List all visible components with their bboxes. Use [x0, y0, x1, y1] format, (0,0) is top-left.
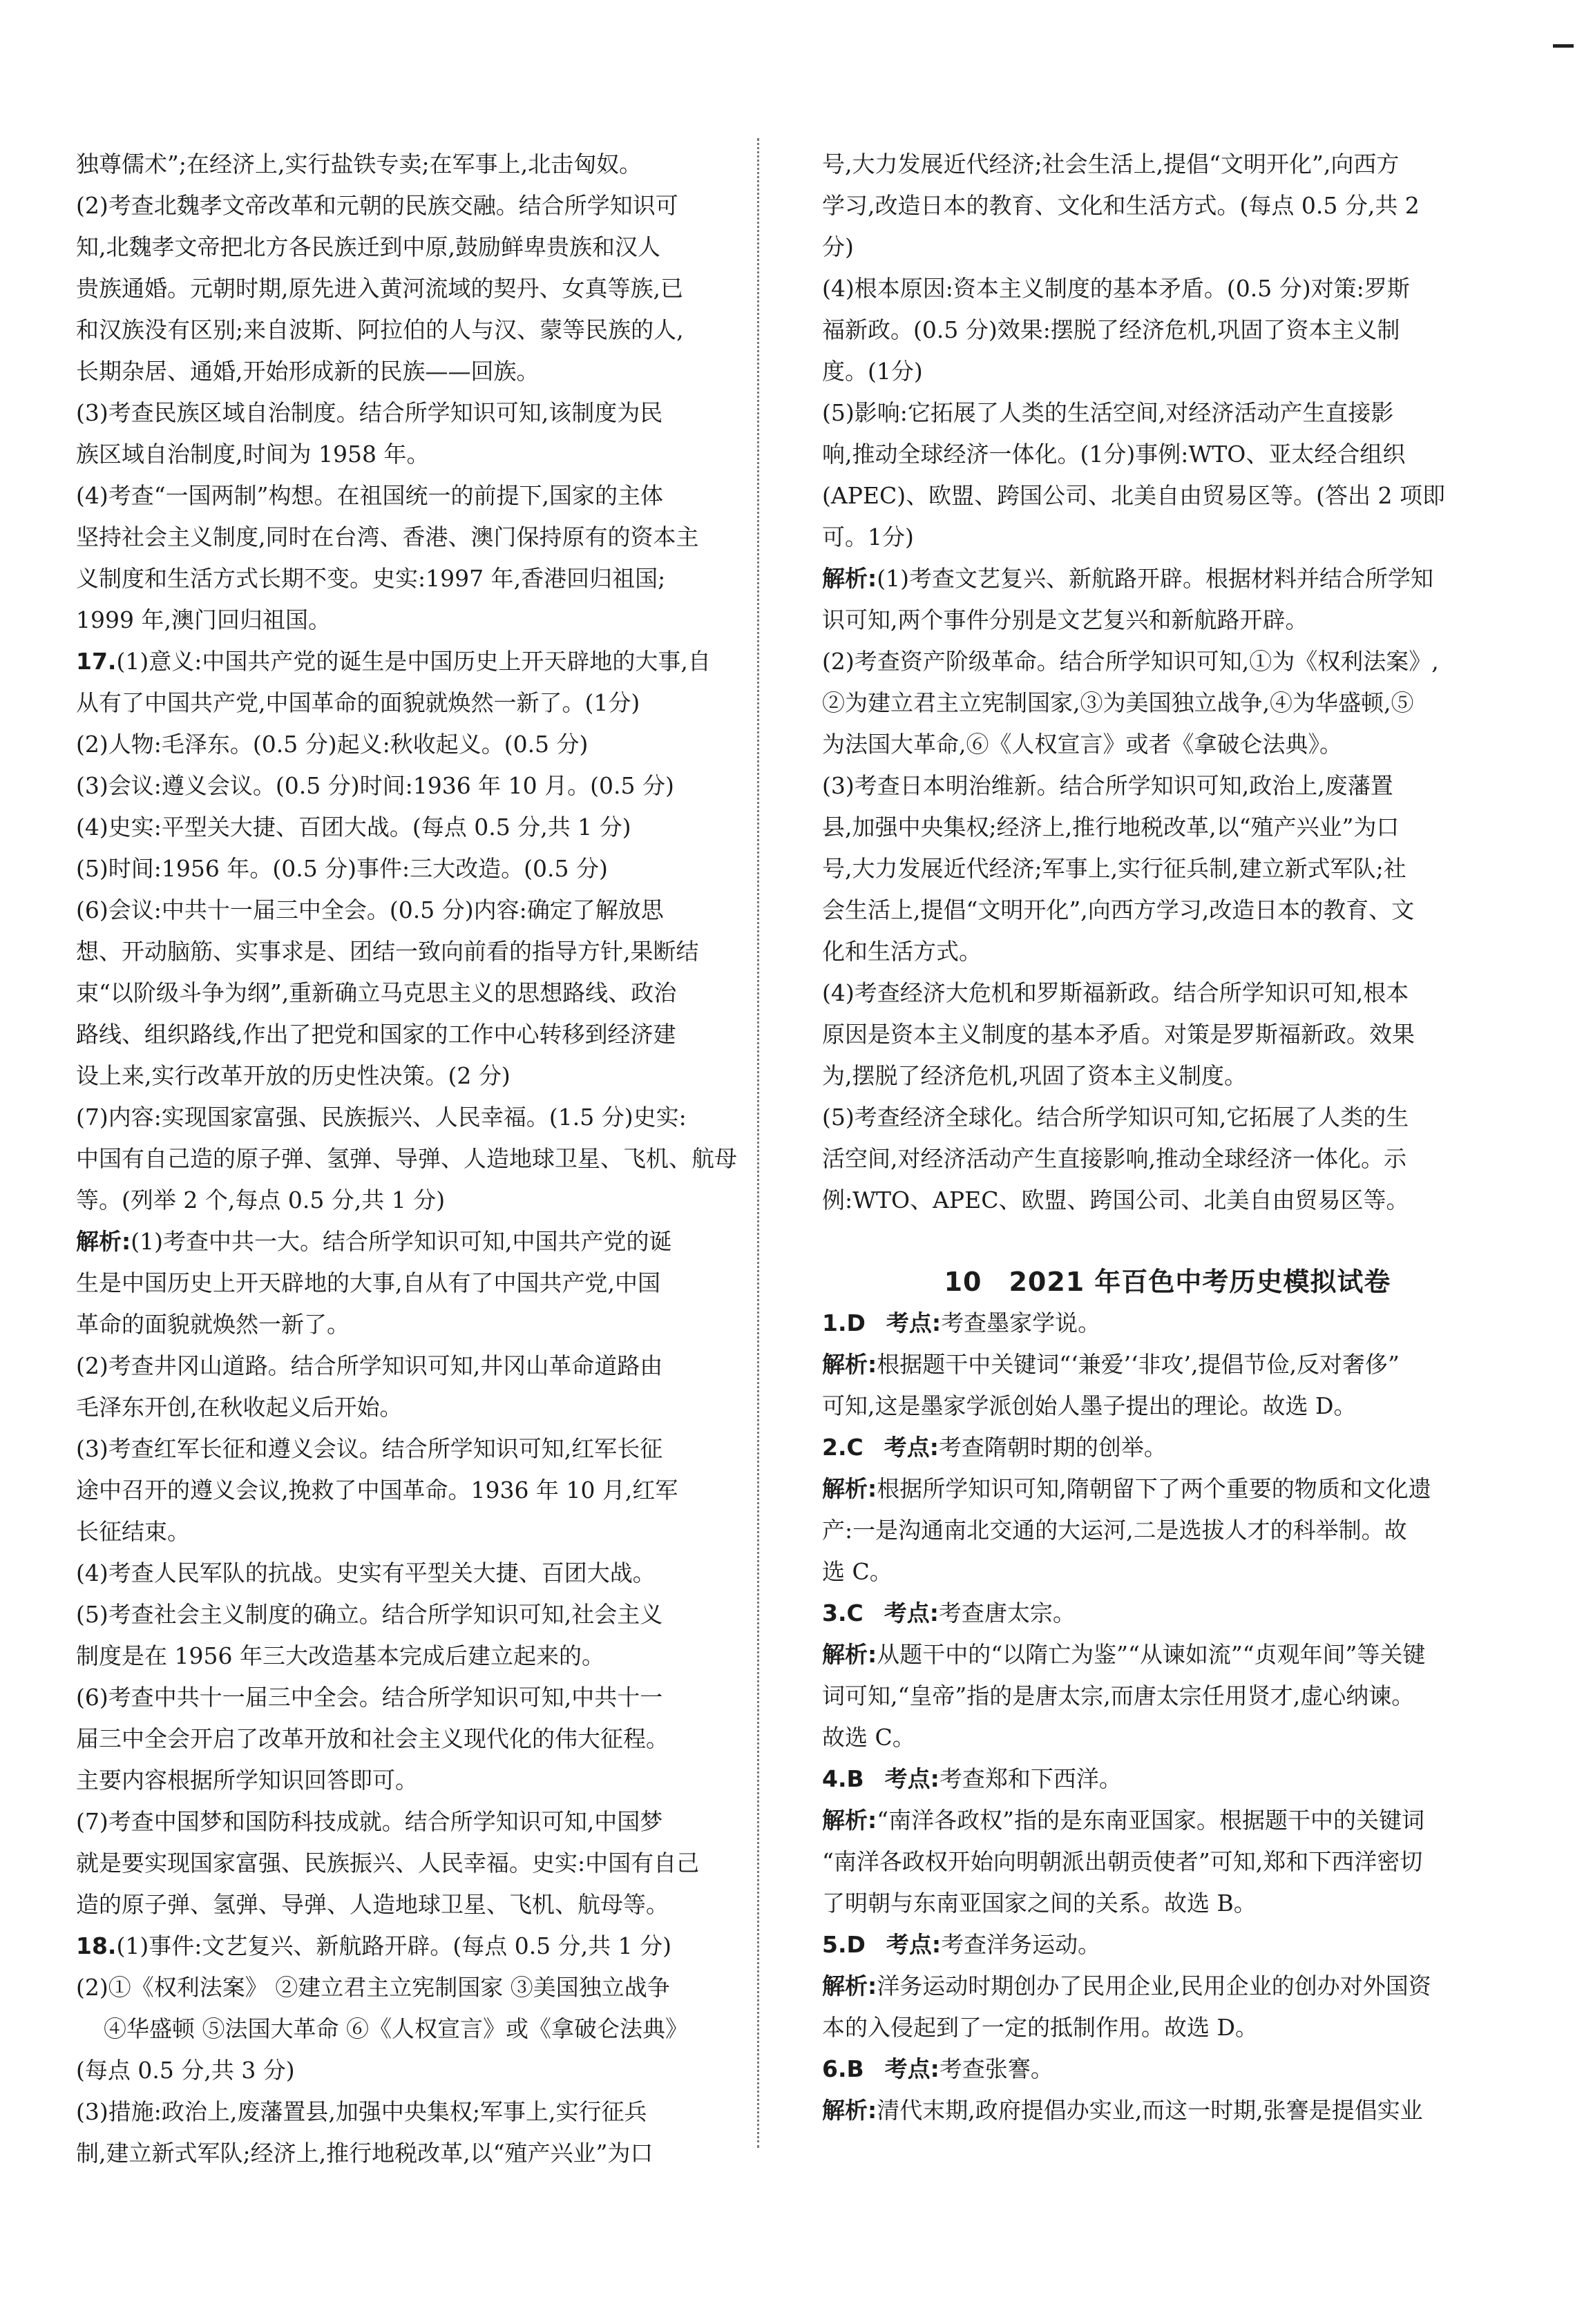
- line-text: 长征结束。: [76, 1518, 190, 1545]
- line-text: (每点 0.5 分,共 3 分): [76, 2057, 295, 2084]
- line-text: 化和生活方式。: [822, 938, 982, 965]
- text-line: [76, 144, 767, 185]
- text-line: [76, 2008, 767, 2050]
- line-text: “南洋各政权”指的是东南亚国家。根据题干中的关键词: [877, 1807, 1424, 1834]
- text-line: [822, 848, 1513, 890]
- line-text: 为,摆脱了经济危机,巩固了资本主义制度。: [822, 1062, 1247, 1089]
- line-text: 为法国大革命,⑥《人权宣言》或者《拿破仑法典》。: [822, 731, 1342, 758]
- line-text: 路线、组织路线,作出了把党和国家的工作中心转移到经济建: [76, 1021, 676, 1048]
- text-line: [76, 1553, 767, 1594]
- keyword-label: 解析:: [822, 1475, 877, 1502]
- line-text: 就是要实现国家富强、民族振兴、人民幸福。史实:中国有自己: [76, 1850, 700, 1876]
- text-line: [822, 558, 1513, 599]
- line-text: (7)考查中国梦和国防科技成就。结合所学知识可知,中国梦: [76, 1808, 663, 1835]
- keyword-label: 考点:: [886, 1931, 942, 1958]
- line-text: 了明朝与东南亚国家之间的关系。故选 B。: [822, 1890, 1257, 1917]
- line-text: 原因是资本主义制度的基本矛盾。对策是罗斯福新政。效果: [822, 1021, 1415, 1048]
- keyword-label: 考点:: [884, 1434, 939, 1461]
- line-text: 号,大力发展近代经济;社会生活上,提倡“文明开化”,向西方: [822, 151, 1400, 177]
- text-line: [822, 434, 1513, 475]
- line-text: (2)人物:毛泽东。(0.5 分)起义:秋收起义。(0.5 分): [76, 731, 589, 758]
- text-line: [76, 558, 767, 599]
- line-text: (4)考查人民军队的抗战。史实有平型关大捷、百团大战。: [76, 1559, 656, 1586]
- text-line: [822, 227, 1513, 268]
- text-line: [76, 1926, 767, 1967]
- line-text: 清代末期,政府提倡办实业,而这一时期,张謇是提倡实业: [877, 2097, 1423, 2124]
- text-line: [76, 1594, 767, 1635]
- text-line: [822, 1551, 1513, 1593]
- line-text: (2)考查井冈山道路。结合所学知识可知,井冈山革命道路由: [76, 1352, 663, 1379]
- line-text: 届三中全会开启了改革开放和社会主义现代化的伟大征程。: [76, 1725, 669, 1752]
- text-line: [822, 682, 1513, 724]
- text-line: [76, 1967, 767, 2008]
- text-line: [76, 1055, 767, 1097]
- question-number: 1.: [822, 1309, 847, 1336]
- text-line: [822, 890, 1513, 931]
- line-text: 革命的面貌就焕然一新了。: [76, 1311, 350, 1338]
- text-line: [822, 1468, 1513, 1510]
- text-line: [822, 1138, 1513, 1180]
- text-line: [822, 972, 1513, 1014]
- line-text: (2)①《权利法案》 ②建立君主立宪制国家 ③美国独立战争: [76, 1974, 670, 2001]
- question-number: 18.: [76, 1932, 117, 1959]
- line-text: 县,加强中央集权;经济上,推行地税改革,以“殖产兴业”为口: [822, 814, 1400, 841]
- keyword-label: 考点:: [886, 1309, 942, 1336]
- line-text: 选 C。: [822, 1558, 893, 1585]
- line-text: 族区域自治制度,时间为 1958 年。: [76, 441, 430, 468]
- keyword-label: 解析:: [822, 565, 877, 592]
- line-text: 中国有自己造的原子弹、氢弹、导弹、人造地球卫星、飞机、航母: [76, 1145, 737, 1172]
- text-line: [76, 227, 767, 268]
- text-line: [822, 724, 1513, 765]
- text-line: [76, 1718, 767, 1760]
- corner-mark: [1553, 44, 1574, 48]
- text-line: [822, 2090, 1513, 2131]
- right-column-answers-continued: [822, 144, 1513, 1221]
- text-line: [822, 1510, 1513, 1551]
- answer-letter: D: [846, 1931, 866, 1958]
- text-line: [76, 1884, 767, 1926]
- text-line: [822, 144, 1513, 185]
- keyword-label: 考点:: [884, 1600, 939, 1626]
- text-line: [76, 1387, 767, 1428]
- line-text: (6)会议:中共十一届三中全会。(0.5 分)内容:确定了解放思: [76, 896, 664, 923]
- line-text: (5)考查经济全球化。结合所学知识可知,它拓展了人类的生: [822, 1104, 1409, 1131]
- right-column: [822, 144, 1513, 2131]
- mock-exam-answers: [822, 1303, 1513, 2131]
- line-text: 考查洋务运动。: [941, 1931, 1101, 1958]
- question-number: 5.: [822, 1931, 847, 1958]
- text-line: [822, 1593, 1513, 1634]
- text-line: [76, 1221, 767, 1262]
- line-text: 束“以阶级斗争为纲”,重新确立马克思主义的思想路线、政治: [76, 979, 677, 1006]
- keyword-label: 解析:: [822, 1807, 877, 1834]
- text-line: [76, 1262, 767, 1304]
- question-number: 2.: [822, 1434, 847, 1461]
- text-line: [822, 2007, 1513, 2048]
- keyword-label: 解析:: [822, 1351, 877, 1378]
- line-text: 制,建立新式军队;经济上,推行地税改革,以“殖产兴业”为口: [76, 2140, 654, 2167]
- text-line: [76, 2050, 767, 2091]
- line-text: 想、开动脑筋、实事求是、团结一致向前看的指导方针,果断结: [76, 938, 699, 965]
- left-column: [76, 144, 767, 2174]
- text-line: [76, 1180, 767, 1221]
- text-line: [822, 1634, 1513, 1675]
- line-text: 词可知,“皇帝”指的是唐太宗,而唐太宗任用贤才,虚心纳谏。: [822, 1682, 1415, 1709]
- line-text: 主要内容根据所学知识回答即可。: [76, 1767, 418, 1794]
- text-line: [76, 931, 767, 972]
- line-text: (2)考查北魏孝文帝改革和元朝的民族交融。结合所学知识可: [76, 192, 678, 219]
- text-line: [822, 309, 1513, 351]
- line-text: (5)影响:它拓展了人类的生活空间,对经济活动产生直接影: [822, 399, 1394, 426]
- text-line: [822, 1385, 1513, 1427]
- text-line: [822, 517, 1513, 558]
- line-text: “南洋各政权开始向明朝派出朝贡使者”可知,郑和下西洋密切: [822, 1848, 1423, 1875]
- line-text: 度。(1分): [822, 358, 923, 385]
- line-text: 等。(列举 2 个,每点 0.5 分,共 1 分): [76, 1187, 446, 1213]
- text-line: [822, 475, 1513, 517]
- text-line: [822, 185, 1513, 227]
- line-text: (7)内容:实现国家富强、民族振兴、人民幸福。(1.5 分)史实:: [76, 1104, 687, 1131]
- line-text: 分): [822, 233, 854, 260]
- answer-letter: B: [846, 1765, 864, 1792]
- text-line: [76, 1470, 767, 1511]
- text-line: [76, 434, 767, 475]
- text-line: [76, 1428, 767, 1470]
- keyword-label: 考点:: [884, 1765, 939, 1792]
- line-text: (3)考查民族区域自治制度。结合所学知识可知,该制度为民: [76, 399, 663, 426]
- section-title: 10 2021 年百色中考历史模拟试卷: [944, 1267, 1391, 1297]
- text-line: [76, 1677, 767, 1718]
- answer-letter: D: [846, 1309, 866, 1336]
- line-text: 活空间,对经济活动产生直接影响,推动全球经济一体化。示: [822, 1145, 1406, 1172]
- line-text: (1)事件:文艺复兴、新航路开辟。(每点 0.5 分,共 1 分): [116, 1932, 672, 1959]
- text-line: [76, 517, 767, 558]
- line-text: 号,大力发展近代经济;军事上,实行征兵制,建立新式军队;社: [822, 855, 1406, 882]
- line-text: 义制度和生活方式长期不变。史实:1997 年,香港回归祖国;: [76, 565, 666, 592]
- line-text: 长期杂居、通婚,开始形成新的民族——回族。: [76, 358, 540, 385]
- text-line: [822, 1924, 1513, 1966]
- line-text: 考查郑和下西洋。: [939, 1765, 1122, 1792]
- text-line: [76, 2133, 767, 2174]
- text-line: [822, 1055, 1513, 1097]
- text-line: [76, 1511, 767, 1553]
- text-line: [822, 1303, 1513, 1344]
- line-text: 考查张謇。: [939, 2055, 1053, 2082]
- line-text: (4)考查经济大危机和罗斯福新政。结合所学知识可知,根本: [822, 979, 1409, 1006]
- text-line: [76, 807, 767, 848]
- answer-letter: C: [846, 1600, 864, 1626]
- question-number: 3.: [822, 1600, 847, 1626]
- line-text: (4)考查“一国两制”构想。在祖国统一的前提下,国家的主体: [76, 482, 663, 509]
- keyword-label: 解析:: [822, 2097, 877, 2124]
- keyword-label: 解析:: [76, 1228, 131, 1255]
- text-line: [822, 1014, 1513, 1055]
- text-line: [76, 1304, 767, 1345]
- line-text: (4)史实:平型关大捷、百团大战。(每点 0.5 分,共 1 分): [76, 814, 631, 841]
- keyword-label: 解析:: [822, 1641, 877, 1668]
- question-number: 17.: [76, 648, 117, 675]
- text-line: [822, 807, 1513, 848]
- line-text: 根据所学知识可知,隋朝留下了两个重要的物质和文化遗: [877, 1475, 1431, 1502]
- line-text: 生是中国历史上开天辟地的大事,自从有了中国共产党,中国: [76, 1269, 660, 1296]
- text-line: [76, 1097, 767, 1138]
- text-line: [822, 1180, 1513, 1221]
- line-text: (3)考查日本明治维新。结合所学知识可知,政治上,废藩置: [822, 772, 1393, 799]
- text-line: [76, 1635, 767, 1677]
- text-line: [822, 1675, 1513, 1717]
- line-text: (1)意义:中国共产党的诞生是中国历史上开天辟地的大事,自: [116, 648, 711, 675]
- text-line: [76, 392, 767, 434]
- text-line: [76, 848, 767, 890]
- text-line: [76, 724, 767, 765]
- keyword-label: 解析:: [822, 1972, 877, 1999]
- text-line: [822, 1841, 1513, 1883]
- line-text: 响,推动全球经济一体化。(1分)事例:WTO、亚太经合组织: [822, 441, 1406, 468]
- text-line: [822, 641, 1513, 682]
- text-line: [76, 682, 767, 724]
- text-line: [822, 931, 1513, 972]
- text-line: [76, 599, 767, 641]
- line-text: 考查墨家学说。: [941, 1309, 1101, 1336]
- line-text: 设上来,实行改革开放的历史性决策。(2 分): [76, 1062, 511, 1089]
- line-text: 知,北魏孝文帝把北方各民族迁到中原,鼓励鲜卑贵族和汉人: [76, 233, 660, 260]
- answer-letter: C: [846, 1434, 864, 1461]
- text-line: [76, 1345, 767, 1387]
- line-text: 造的原子弹、氢弹、导弹、人造地球卫星、飞机、航母等。: [76, 1891, 669, 1918]
- text-line: [76, 890, 767, 931]
- text-line: [822, 1966, 1513, 2007]
- question-number: 6.: [822, 2055, 847, 2082]
- text-line: [822, 1427, 1513, 1468]
- line-text: (6)考查中共十一届三中全会。结合所学知识可知,中共十一: [76, 1684, 663, 1711]
- keyword-label: 考点:: [884, 2055, 939, 2082]
- line-text: 洋务运动时期创办了民用企业,民用企业的创办对外国资: [877, 1972, 1431, 1999]
- line-text: 可。1分): [822, 524, 914, 550]
- text-line: [822, 1800, 1513, 1841]
- line-text: 1999 年,澳门回归祖国。: [76, 606, 331, 633]
- text-line: [76, 1843, 767, 1884]
- text-line: [822, 1717, 1513, 1758]
- text-line: [76, 641, 767, 682]
- line-text: (APEC)、欧盟、跨国公司、北美自由贸易区等。(答出 2 项即: [822, 482, 1445, 509]
- line-text: (5)考查社会主义制度的确立。结合所学知识可知,社会主义: [76, 1601, 663, 1628]
- line-text: (2)考查资产阶级革命。结合所学知识可知,①为《权利法案》,: [822, 648, 1439, 675]
- line-text: (1)考查中共一大。结合所学知识可知,中国共产党的诞: [131, 1228, 672, 1255]
- line-text: (3)考查红军长征和遵义会议。结合所学知识可知,红军长征: [76, 1435, 663, 1462]
- line-text: 学习,改造日本的教育、文化和生活方式。(每点 0.5 分,共 2: [822, 192, 1420, 219]
- line-text: 可知,这是墨家学派创始人墨子提出的理论。故选 D。: [822, 1392, 1357, 1419]
- line-text: 考查隋朝时期的创举。: [938, 1434, 1167, 1461]
- line-text: 制度是在 1956 年三大改造基本完成后建立起来的。: [76, 1642, 604, 1669]
- text-line: [822, 1344, 1513, 1385]
- text-line: [822, 1097, 1513, 1138]
- line-text: 从有了中国共产党,中国革命的面貌就焕然一新了。(1分): [76, 689, 640, 716]
- line-text: 识可知,两个事件分别是文艺复兴和新航路开辟。: [822, 606, 1308, 633]
- text-line: [822, 351, 1513, 392]
- text-line: [76, 475, 767, 517]
- line-text: 故选 C。: [822, 1724, 915, 1751]
- line-text: (1)考查文艺复兴、新航路开辟。根据材料并结合所学知: [877, 565, 1433, 592]
- line-text: 根据题干中关键词“‘兼爱’‘非攻’,提倡节俭,反对奢侈”: [877, 1351, 1400, 1378]
- question-number: 4.: [822, 1765, 847, 1792]
- text-line: [76, 185, 767, 227]
- line-text: 贵族通婚。元朝时期,原先进入黄河流域的契丹、女真等族,已: [76, 275, 683, 302]
- text-line: [76, 268, 767, 309]
- text-line: [76, 309, 767, 351]
- line-text: 本的入侵起到了一定的抵制作用。故选 D。: [822, 2014, 1258, 2041]
- line-text: (4)根本原因:资本主义制度的基本矛盾。(0.5 分)对策:罗斯: [822, 275, 1410, 302]
- line-text: 例:WTO、APEC、欧盟、跨国公司、北美自由贸易区等。: [822, 1187, 1409, 1213]
- text-line: [822, 765, 1513, 807]
- line-text: 和汉族没有区别;来自波斯、阿拉伯的人与汉、蒙等民族的人,: [76, 316, 684, 343]
- text-line: [76, 765, 767, 807]
- line-text: 福新政。(0.5 分)效果:摆脱了经济危机,巩固了资本主义制: [822, 316, 1400, 343]
- line-text: 独尊儒术”;在经济上,实行盐铁专卖;在军事上,北击匈奴。: [76, 151, 642, 177]
- text-line: [76, 2091, 767, 2133]
- text-line: [822, 2048, 1513, 2090]
- text-line: [822, 1758, 1513, 1800]
- line-text: 考查唐太宗。: [938, 1600, 1076, 1626]
- text-line: [76, 1138, 767, 1180]
- text-line: [822, 599, 1513, 641]
- line-text: 会生活上,提倡“文明开化”,向西方学习,改造日本的教育、文: [822, 896, 1415, 923]
- line-text: (3)会议:遵义会议。(0.5 分)时间:1936 年 10 月。(0.5 分): [76, 772, 674, 799]
- line-text: 途中召开的遵义会议,挽救了中国革命。1936 年 10 月,红军: [76, 1477, 678, 1504]
- line-text: ④华盛顿 ⑤法国大革命 ⑥《人权宣言》或《拿破仑法典》: [104, 2015, 688, 2042]
- line-text: ②为建立君主立宪制国家,③为美国独立战争,④为华盛顿,⑤: [822, 689, 1414, 716]
- text-line: [822, 268, 1513, 309]
- line-text: (3)措施:政治上,废藩置县,加强中央集权;军事上,实行征兵: [76, 2098, 647, 2125]
- text-line: [822, 392, 1513, 434]
- line-text: 产:一是沟通南北交通的大运河,二是选拔人才的科举制。故: [822, 1517, 1407, 1544]
- answer-letter: B: [846, 2055, 864, 2082]
- text-line: [822, 1883, 1513, 1924]
- text-line: [76, 1801, 767, 1843]
- line-text: 坚持社会主义制度,同时在台湾、香港、澳门保持原有的资本主: [76, 524, 699, 550]
- line-text: (5)时间:1956 年。(0.5 分)事件:三大改造。(0.5 分): [76, 855, 608, 882]
- text-line: [76, 351, 767, 392]
- line-text: 从题干中的“以隋亡为鉴”“从谏如流”“贞观年间”等关键: [877, 1641, 1426, 1668]
- line-text: 毛泽东开创,在秋收起义后开始。: [76, 1394, 403, 1421]
- text-line: [76, 972, 767, 1014]
- text-line: [76, 1014, 767, 1055]
- text-line: [76, 1760, 767, 1801]
